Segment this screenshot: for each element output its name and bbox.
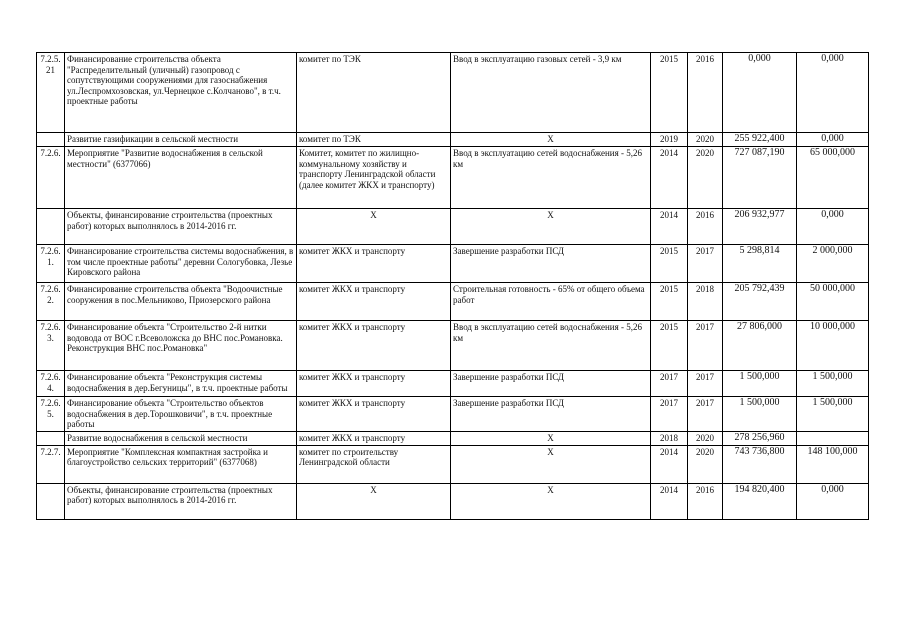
- row-result: Завершение разработки ПСД: [451, 245, 651, 283]
- row-code: [37, 483, 65, 519]
- table-row: [37, 445, 869, 483]
- row-executor: Х: [297, 209, 451, 245]
- row-name: Финансирование строительства системы водоснабжения, в том числе проектные работы" деревни Сологубовка, Лезье Кировского района: [65, 245, 297, 283]
- table-row: [37, 483, 869, 519]
- row-start-year: 2018: [651, 431, 688, 445]
- row-code: 7.2.6. 2.: [37, 283, 65, 321]
- row-start-year: 2015: [651, 283, 688, 321]
- row-total-amount: 5 298,814: [723, 245, 797, 283]
- row-code: 7.2.6. 1.: [37, 245, 65, 283]
- row-result: Х: [451, 431, 651, 445]
- row-executor: Комитет, комитет по жилищно-коммунальному хозяйству и транспорту Ленинградской области (далее комитет ЖКХ и транспорту): [297, 147, 451, 209]
- row-executor: комитет ЖКХ и транспорту: [297, 371, 451, 397]
- row-result: Завершение разработки ПСД: [451, 397, 651, 432]
- row-name: Финансирование объекта "Строительство 2-й нитки водовода от ВОС г.Всеволожска до ВНС пос.Романовка. Реконструкция ВНС пос.Романовка": [65, 321, 297, 371]
- row-start-year: 2015: [651, 53, 688, 133]
- row-result: Строительная готовность - 65% от общего объема работ: [451, 283, 651, 321]
- row-start-year: 2014: [651, 209, 688, 245]
- row-result: Х: [451, 133, 651, 147]
- row-start-year: 2017: [651, 371, 688, 397]
- row-result: Завершение разработки ПСД: [451, 371, 651, 397]
- row-end-year: 2016: [688, 209, 723, 245]
- row-end-year: 2020: [688, 445, 723, 483]
- table-row: [37, 371, 869, 397]
- row-end-year: 2017: [688, 397, 723, 432]
- row-total-amount: 0,000: [723, 53, 797, 133]
- table-row: [37, 209, 869, 245]
- row-name: Развитие газификации в сельской местности: [65, 133, 297, 147]
- row-end-year: 2017: [688, 321, 723, 371]
- row-name: Финансирование объекта "Реконструкция системы водоснабжения в дер.Бегуницы", в т.ч. проектные работы: [65, 371, 297, 397]
- row-code: [37, 209, 65, 245]
- row-name: Мероприятие "Развитие водоснабжения в сельской местности" (6377066): [65, 147, 297, 209]
- row-regional-amount: 0,000: [797, 483, 869, 519]
- row-code: [37, 133, 65, 147]
- row-code: 7.2.6. 3.: [37, 321, 65, 371]
- row-name: Развитие водоснабжения в сельской местности: [65, 431, 297, 445]
- row-end-year: 2016: [688, 483, 723, 519]
- table-row: [37, 321, 869, 371]
- row-start-year: 2015: [651, 245, 688, 283]
- row-end-year: 2018: [688, 283, 723, 321]
- table-row: [37, 431, 869, 445]
- row-executor: комитет ЖКХ и транспорту: [297, 321, 451, 371]
- row-total-amount: 194 820,400: [723, 483, 797, 519]
- row-regional-amount: 10 000,000: [797, 321, 869, 371]
- row-name: Финансирование объекта "Строительство объектов водоснабжения в дер.Торошковичи", в т.ч. проектные работы: [65, 397, 297, 432]
- row-regional-amount: 1 500,000: [797, 371, 869, 397]
- row-executor: комитет по ТЭК: [297, 53, 451, 133]
- row-result: Ввод в эксплуатацию сетей водоснабжения - 5,26 км: [451, 147, 651, 209]
- row-result: Ввод в эксплуатацию сетей водоснабжения - 5,26 км: [451, 321, 651, 371]
- row-total-amount: 743 736,800: [723, 445, 797, 483]
- row-total-amount: 1 500,000: [723, 397, 797, 432]
- row-executor: комитет по строительству Ленинградской области: [297, 445, 451, 483]
- row-code: 7.2.6.: [37, 147, 65, 209]
- row-name: Мероприятие "Комплексная компактная застройка и благоустройство сельских территорий" (6377068): [65, 445, 297, 483]
- row-total-amount: 206 932,977: [723, 209, 797, 245]
- row-code: 7.2.7.: [37, 445, 65, 483]
- row-name: Финансирование строительства объекта "Распределительный (уличный) газопровод с сопутствующими сооружениями для газоснабжения ул.Леспромхозовская, ул.Чернецкое с.Колчаново", в т.ч. проектные работы: [65, 53, 297, 133]
- row-start-year: 2017: [651, 397, 688, 432]
- row-total-amount: 205 792,439: [723, 283, 797, 321]
- row-total-amount: 1 500,000: [723, 371, 797, 397]
- row-start-year: 2015: [651, 321, 688, 371]
- row-executor: Х: [297, 483, 451, 519]
- table-row: [37, 133, 869, 147]
- row-code: 7.2.5. 21: [37, 53, 65, 133]
- table-row: [37, 245, 869, 283]
- row-executor: комитет по ТЭК: [297, 133, 451, 147]
- row-result: Ввод в эксплуатацию газовых сетей - 3,9 км: [451, 53, 651, 133]
- row-regional-amount: 65 000,000: [797, 147, 869, 209]
- row-executor: комитет ЖКХ и транспорту: [297, 431, 451, 445]
- row-total-amount: 278 256,960: [723, 431, 797, 445]
- row-end-year: 2020: [688, 431, 723, 445]
- row-result: Х: [451, 445, 651, 483]
- row-regional-amount: 0,000: [797, 133, 869, 147]
- table-row: [37, 283, 869, 321]
- row-total-amount: 727 087,190: [723, 147, 797, 209]
- row-end-year: 2020: [688, 133, 723, 147]
- row-end-year: 2017: [688, 245, 723, 283]
- row-total-amount: 255 922,400: [723, 133, 797, 147]
- row-result: Х: [451, 483, 651, 519]
- table-row: [37, 53, 869, 133]
- row-total-amount: 27 806,000: [723, 321, 797, 371]
- row-regional-amount: 0,000: [797, 53, 869, 133]
- row-code: 7.2.6. 5.: [37, 397, 65, 432]
- row-start-year: 2019: [651, 133, 688, 147]
- table-row: [37, 147, 869, 209]
- row-name: Объекты, финансирование строительства (проектных работ) которых выполнялось в 2014-2016 гг.: [65, 483, 297, 519]
- row-executor: комитет ЖКХ и транспорту: [297, 245, 451, 283]
- row-regional-amount: 2 000,000: [797, 245, 869, 283]
- row-code: 7.2.6. 4.: [37, 371, 65, 397]
- row-executor: комитет ЖКХ и транспорту: [297, 283, 451, 321]
- row-name: Объекты, финансирование строительства (проектных работ) которых выполнялось в 2014-2016 гг.: [65, 209, 297, 245]
- row-regional-amount: [797, 431, 869, 445]
- row-regional-amount: 0,000: [797, 209, 869, 245]
- row-end-year: 2016: [688, 53, 723, 133]
- row-regional-amount: 148 100,000: [797, 445, 869, 483]
- row-code: [37, 431, 65, 445]
- program-table: [36, 52, 869, 520]
- row-regional-amount: 50 000,000: [797, 283, 869, 321]
- row-result: Х: [451, 209, 651, 245]
- row-executor: комитет ЖКХ и транспорту: [297, 397, 451, 432]
- row-name: Финансирование строительства объекта "Водоочистные сооружения в пос.Мельниково, Приозерского района: [65, 283, 297, 321]
- table-row: [37, 397, 869, 432]
- row-end-year: 2017: [688, 371, 723, 397]
- row-start-year: 2014: [651, 147, 688, 209]
- row-regional-amount: 1 500,000: [797, 397, 869, 432]
- row-start-year: 2014: [651, 483, 688, 519]
- row-start-year: 2014: [651, 445, 688, 483]
- row-end-year: 2020: [688, 147, 723, 209]
